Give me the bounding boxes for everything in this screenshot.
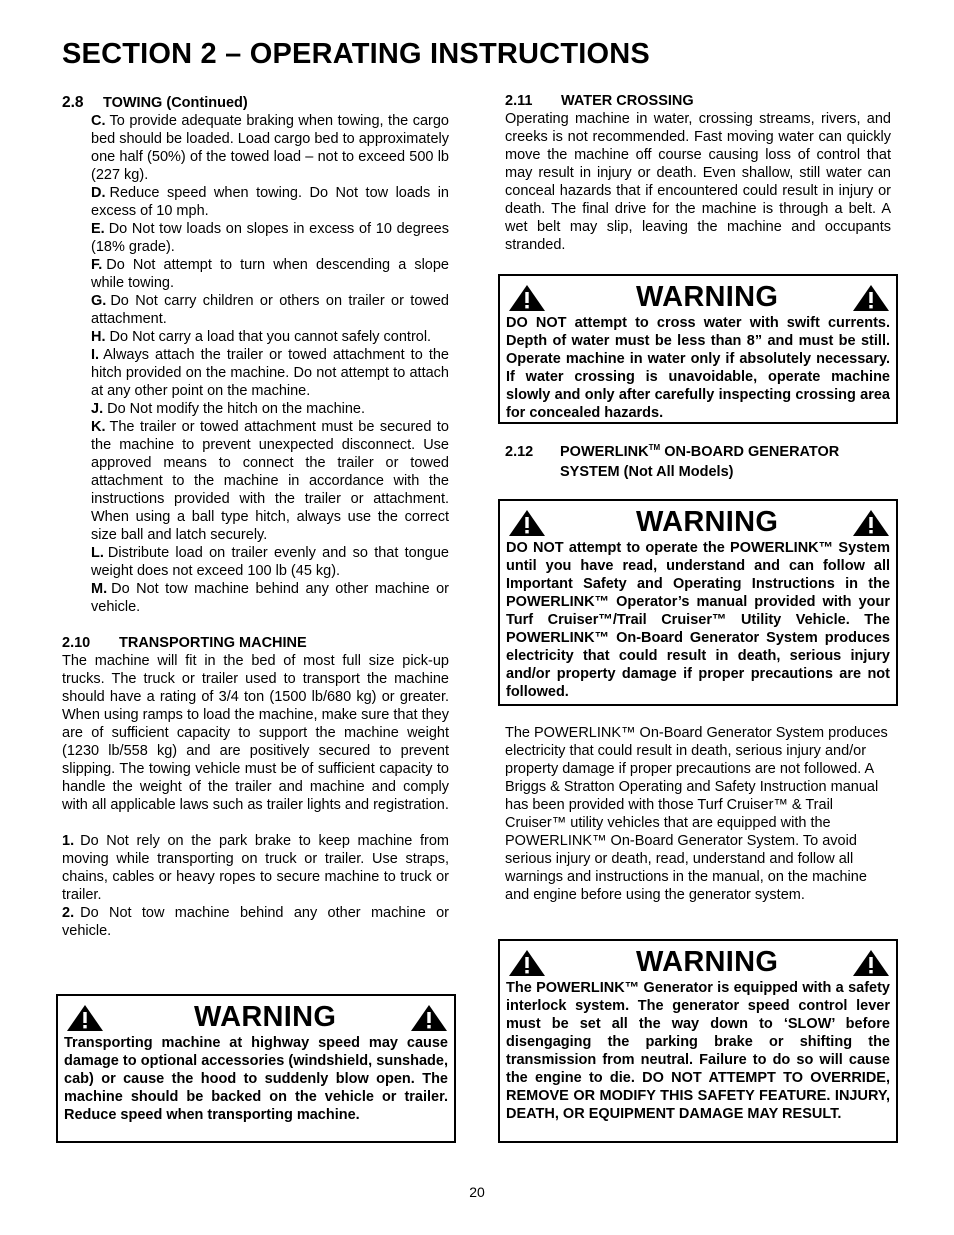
- warning-box-powerlink-interlock: [498, 939, 898, 1143]
- warning-text: DO NOT attempt to operate the POWERLINK™ System until you have read, understand and can follow all Important Safety and Operating Instructions in the POWERLINK™ Operator’s manual provided with your Turf Cruiser™/Trail Cruiser™ Utility Vehicle. The POWERLINK™ On-Board Generator System produces electricity that could result in death, serious injury and/or property damage if proper precautions are not followed.: [506, 540, 890, 700]
- water-crossing-paragraph: Operating machine in water, crossing streams, rivers, and creeks is not recommended. Fast moving water can quickly move the machine off course causing loss of control that may result in injury or death. Even shallow, still water can conceal hazards that if encountered could result in injury or death. The final drive for the machine is through a belt. A wet belt may slip, leaving the machine and occupants stranded.: [505, 111, 891, 253]
- warning-box-water-crossing: [498, 274, 898, 424]
- list-item-label: J.: [91, 401, 104, 417]
- left-column: [62, 94, 449, 940]
- list-item-label: F.: [91, 257, 103, 273]
- section-heading-2-10: [62, 634, 449, 652]
- section-number: 2.10: [62, 635, 91, 651]
- warning-triangle-icon: [508, 509, 546, 537]
- list-item-text: To provide adequate braking when towing, the cargo bed should be loaded. Load cargo bed to approximately one half (50%) of the towed load – not to exceed 500 lb (227 kg).: [91, 113, 449, 183]
- list-item-text: Do Not tow loads on slopes in excess of 10 degrees (18% grade).: [91, 221, 449, 255]
- list-item-text: Do Not carry children or others on trailer or towed attachment.: [91, 293, 449, 327]
- list-item-text: The trailer or towed attachment must be secured to the machine to prevent unexpected disconnect. Use approved means to connect the trailer or towed attachment to the machine in accordance with the instructions provided with the trailer or attachment. When using a ball type hitch, always use the correct size ball and latch securely.: [91, 419, 449, 543]
- list-item-text: Do Not rely on the park brake to keep machine from moving while transporting on truck or trailer. Use straps, chains, cables or heavy ropes to secure machine to truck or trailer.: [62, 833, 449, 903]
- transporting-paragraph: The machine will fit in the bed of most full size pick-up trucks. The truck or trailer used to transport the machine should have a rating of 3/4 ton (1500 lb/680 kg) or greater. When using ramps to load the machine, make sure that they are of sufficient capacity to support the machine weight (1230 lb/558 kg) and are positively secured to prevent slipping. The towing vehicle must be of sufficient capacity to handle the weight of the trailer and machine and comply with all applicable laws such as trailer lights and registration.: [62, 653, 449, 813]
- warning-triangle-icon: [508, 284, 546, 312]
- warning-box-transporting: [56, 994, 456, 1143]
- section-number: 2.11: [505, 93, 533, 109]
- list-item: [91, 580, 449, 616]
- section-number: 2.8: [62, 94, 84, 111]
- page-title: SECTION 2 – OPERATING INSTRUCTIONS: [62, 38, 650, 70]
- list-item-text: Distribute load on trailer evenly and so that tongue weight does not exceed 100 lb (45 kg).: [91, 545, 449, 579]
- warning-header: [506, 945, 890, 979]
- list-item-label: L.: [91, 545, 104, 561]
- warning-header: [64, 1000, 448, 1034]
- section-title-part: POWERLINK: [560, 444, 649, 460]
- warning-title: WARNING: [636, 506, 779, 538]
- list-item-label: K.: [91, 419, 106, 435]
- warning-text: DO NOT attempt to cross water with swift currents. Depth of water must be less than 8” and must be still. Operate machine in water only if absolutely necessary. If water crossing is unavoidable, operate machine slowly and only after carefully inspecting crossing area for concealed hazards.: [506, 315, 890, 421]
- list-item-text: Do Not modify the hitch on the machine.: [107, 401, 366, 417]
- list-item: [91, 346, 449, 400]
- list-item-text: Do Not tow machine behind any other machine or vehicle.: [62, 905, 449, 939]
- transporting-list: [62, 832, 449, 940]
- list-item: [91, 400, 449, 418]
- powerlink-paragraph: The POWERLINK™ On-Board Generator System produces electricity that could result in death, serious injury and/or property damage if proper precautions are not followed. A Briggs & Stratton Operating and Safety Instruction manual has been provided with those Turf Cruiser™ & Trail Cruiser™ utility vehicles that are equipped with the POWERLINK™ On-Board Generator System. To avoid serious injury or death, read, understand and follow all warnings and instructions in the manual, on the machine and engine before using the generator system.: [505, 725, 888, 903]
- warning-triangle-icon: [508, 949, 546, 977]
- section-heading-2-8: [62, 94, 449, 112]
- list-item-text: Do Not tow machine behind any other machine or vehicle.: [91, 581, 449, 615]
- section-title: WATER CROSSING: [561, 93, 694, 109]
- trademark-mark: TM: [648, 443, 661, 453]
- list-item: [91, 256, 449, 292]
- list-item-label: 1.: [62, 833, 75, 849]
- list-item-label: C.: [91, 113, 106, 129]
- warning-text: The POWERLINK™ Generator is equipped with a safety interlock system. The generator speed control lever must be set all the way down to ‘SLOW’ before disengaging the parking brake or shifting the transmission from neutral. Failure to do so will cause the engine to die. DO NOT ATTEMPT TO OVERRIDE, REMOVE OR MODIFY THIS SAFETY FEATURE. INJURY, DEATH, OR EQUIPMENT DAMAGE MAY RESULT.: [506, 980, 890, 1122]
- towing-list: [91, 112, 449, 616]
- warning-text: Transporting machine at highway speed may cause damage to optional accessories (windshield, sunshade, cab) or cause the hood to suddenly blow open. The machine should be backed on the vehicle or trailer. Reduce speed when transporting machine.: [64, 1035, 448, 1123]
- warning-triangle-icon: [66, 1004, 104, 1032]
- list-item-label: H.: [91, 329, 106, 345]
- list-item: [91, 292, 449, 328]
- section-heading-2-12: [505, 442, 895, 482]
- list-item: [91, 220, 449, 256]
- warning-title: WARNING: [194, 1001, 337, 1033]
- warning-triangle-icon: [852, 949, 890, 977]
- list-item: [62, 832, 449, 904]
- warning-header: [506, 280, 890, 314]
- list-item: [91, 328, 449, 346]
- warning-title: WARNING: [636, 281, 779, 313]
- section-heading-2-11: [505, 92, 891, 110]
- list-item-label: E.: [91, 221, 105, 237]
- list-item: [91, 112, 449, 184]
- list-item: [91, 418, 449, 544]
- list-item-label: 2.: [62, 905, 75, 921]
- list-item-text: Do Not attempt to turn when descending a slope while towing.: [91, 257, 449, 291]
- section-number: 2.12: [505, 444, 534, 460]
- warning-header: [506, 505, 890, 539]
- right-column: [505, 92, 891, 254]
- list-item: [91, 184, 449, 220]
- warning-title: WARNING: [636, 946, 779, 978]
- list-item: [91, 544, 449, 580]
- page-number: 20: [469, 1184, 485, 1200]
- list-item-text: Reduce speed when towing. Do Not tow loads in excess of 10 mph.: [91, 185, 449, 219]
- list-item-label: D.: [91, 185, 106, 201]
- warning-box-powerlink-operation: [498, 499, 898, 706]
- section-title: TRANSPORTING MACHINE: [119, 635, 307, 651]
- list-item-text: Do Not carry a load that you cannot safely control.: [109, 329, 432, 345]
- powerlink-paragraph-container: [505, 724, 891, 904]
- list-item-label: I.: [91, 347, 100, 363]
- list-item-text: Always attach the trailer or towed attachment to the hitch provided on the machine. Do not attempt to attach at any other point on the machine.: [91, 347, 449, 399]
- section-title-part: ON-BOARD GENERATOR: [660, 444, 840, 460]
- list-item-label: M.: [91, 581, 108, 597]
- list-item-label: G.: [91, 293, 107, 309]
- warning-triangle-icon: [852, 509, 890, 537]
- warning-triangle-icon: [410, 1004, 448, 1032]
- section-title-line2: SYSTEM (Not All Models): [560, 464, 734, 480]
- warning-triangle-icon: [852, 284, 890, 312]
- section-title: TOWING (Continued): [103, 95, 248, 111]
- list-item: [62, 904, 449, 940]
